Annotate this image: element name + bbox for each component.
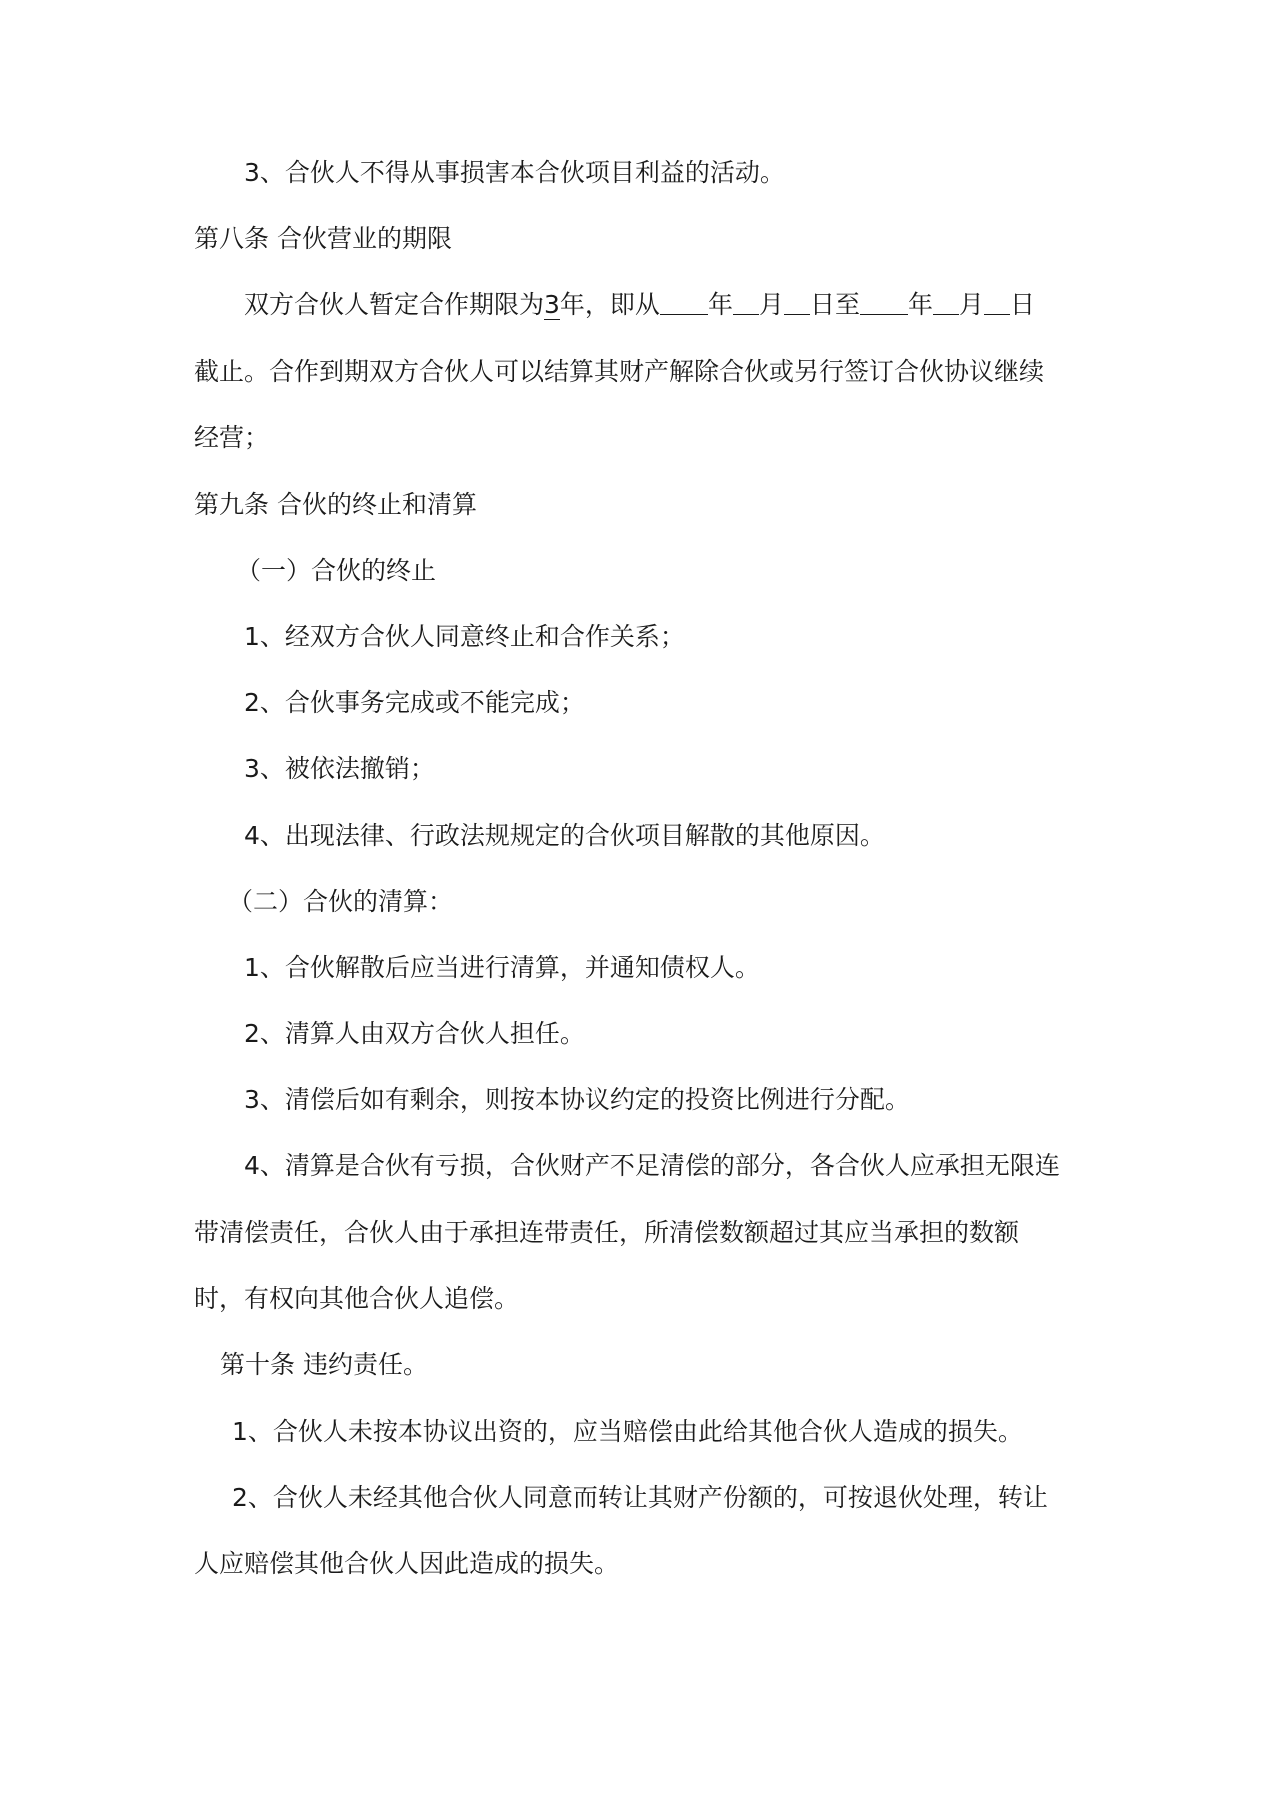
paragraph-line: 时，有权向其他合伙人追偿。 bbox=[194, 1284, 520, 1313]
start-year-label: 年 bbox=[707, 290, 733, 319]
subsection-heading: （一）合伙的终止 bbox=[236, 556, 437, 585]
term-years: 3 bbox=[544, 290, 560, 319]
term-year-unit: 年，即从 bbox=[559, 290, 660, 319]
end-year-blank bbox=[860, 288, 908, 315]
end-month-blank bbox=[933, 288, 959, 315]
paragraph-line: 截止。合作到期双方合伙人可以结算其财产解除合伙或另行签订合伙协议继续 bbox=[194, 357, 1045, 386]
subsection-heading: （二）合伙的清算： bbox=[228, 887, 454, 916]
list-item: 2、合伙人未经其他合伙人同意而转让其财产份额的，可按退伙处理，转让 bbox=[232, 1483, 1048, 1512]
list-item: 3、清偿后如有剩余，则按本协议约定的投资比例进行分配。 bbox=[244, 1085, 910, 1114]
list-item: 4、清算是合伙有亏损，合伙财产不足清偿的部分，各合伙人应承担无限连 bbox=[244, 1151, 1060, 1180]
term-prefix: 双方合伙人暂定合作期限为 bbox=[244, 290, 545, 319]
list-item: 1、经双方合伙人同意终止和合作关系； bbox=[244, 622, 685, 651]
start-month-blank bbox=[733, 288, 759, 315]
section-heading: 第九条 合伙的终止和清算 bbox=[194, 490, 477, 519]
list-item: 2、清算人由双方合伙人担任。 bbox=[244, 1019, 585, 1048]
end-year-label: 年 bbox=[907, 290, 933, 319]
end-day-label: 日 bbox=[1010, 290, 1036, 319]
paragraph-line: 带清偿责任，合伙人由于承担连带责任，所清偿数额超过其应当承担的数额 bbox=[194, 1218, 1020, 1247]
list-item: 1、合伙解散后应当进行清算，并通知债权人。 bbox=[244, 953, 760, 982]
term-line bbox=[244, 287, 1035, 323]
paragraph-line: 人应赔偿其他合伙人因此造成的损失。 bbox=[194, 1549, 620, 1578]
section-heading: 第十条 违约责任。 bbox=[220, 1350, 428, 1379]
list-item: 3、被依法撤销； bbox=[244, 754, 435, 783]
start-day-label: 日至 bbox=[809, 290, 860, 319]
paragraph-line: 3、合伙人不得从事损害本合伙项目利益的活动。 bbox=[244, 158, 785, 187]
start-day-blank bbox=[784, 288, 810, 315]
start-month-label: 月 bbox=[758, 290, 784, 319]
list-item: 2、合伙事务完成或不能完成； bbox=[244, 688, 585, 717]
end-month-label: 月 bbox=[959, 290, 985, 319]
start-year-blank bbox=[660, 288, 708, 315]
list-item: 1、合伙人未按本协议出资的，应当赔偿由此给其他合伙人造成的损失。 bbox=[232, 1417, 1023, 1446]
paragraph-line: 经营； bbox=[194, 423, 270, 452]
end-day-blank bbox=[984, 288, 1010, 315]
list-item: 4、出现法律、行政法规规定的合伙项目解散的其他原因。 bbox=[244, 821, 885, 850]
section-heading: 第八条 合伙营业的期限 bbox=[194, 224, 452, 253]
